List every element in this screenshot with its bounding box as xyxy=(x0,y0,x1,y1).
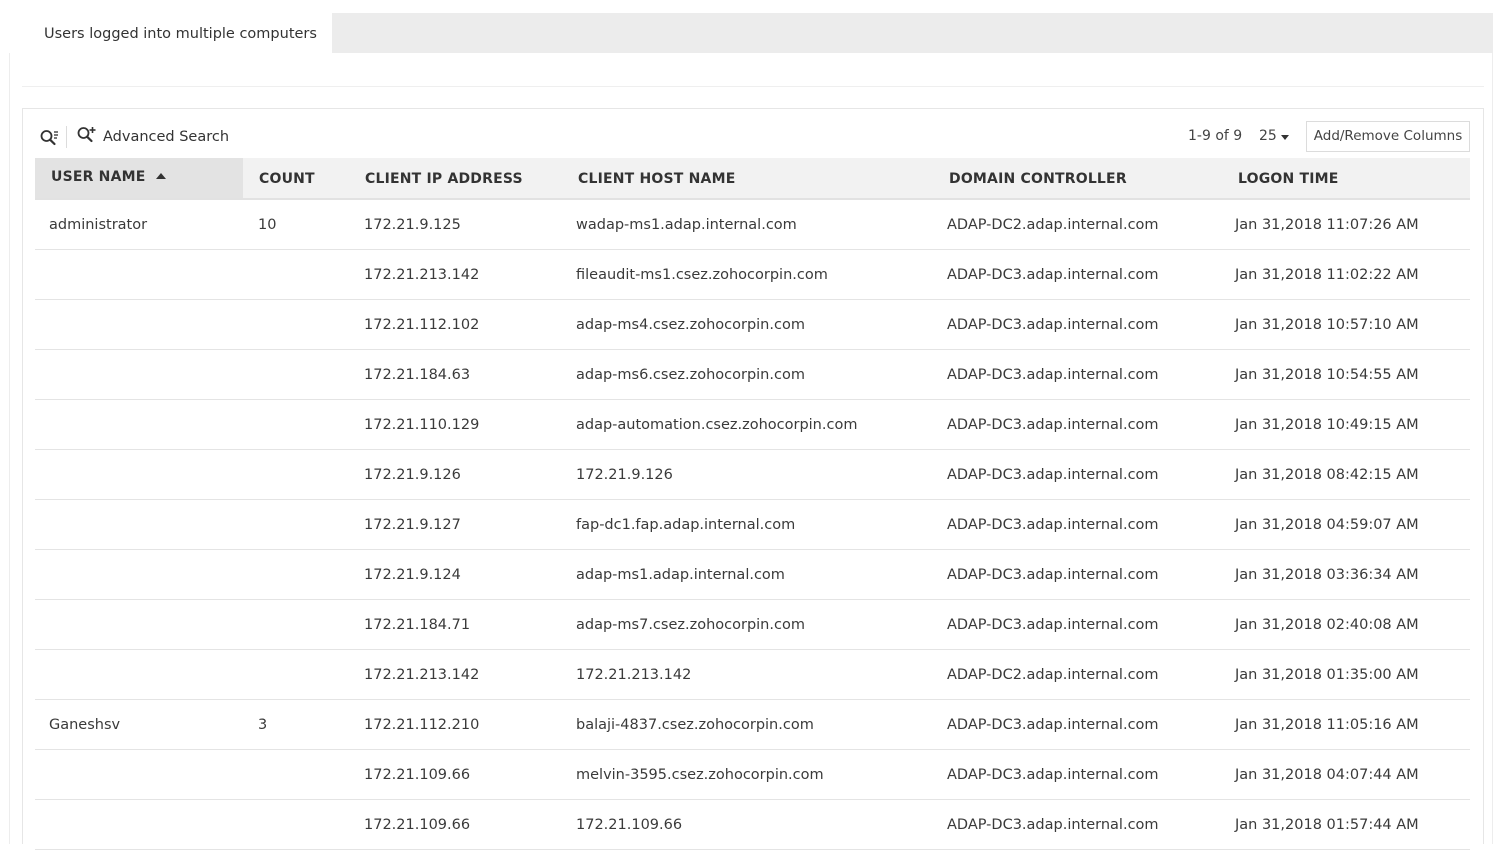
page-size-select[interactable] xyxy=(1259,128,1289,144)
column-header-user-name[interactable] xyxy=(51,158,166,198)
tab-users-multiple-computers[interactable]: Users logged into multiple computers xyxy=(9,13,332,55)
cell-logon-time: Jan 31,2018 11:07:26 AM xyxy=(1235,217,1419,233)
cell-client-ip: 172.21.9.125 xyxy=(364,217,461,233)
cell-count: 10 xyxy=(258,217,277,233)
cell-domain-controller: ADAP-DC3.adap.internal.com xyxy=(947,617,1159,633)
table-row[interactable] xyxy=(35,650,1470,700)
column-header-count[interactable]: COUNT xyxy=(259,171,315,187)
cell-client-ip: 172.21.9.127 xyxy=(364,517,461,533)
column-header-label: USER NAME xyxy=(51,169,146,185)
cell-client-ip: 172.21.9.124 xyxy=(364,567,461,583)
cell-domain-controller: ADAP-DC3.adap.internal.com xyxy=(947,467,1159,483)
cell-logon-time: Jan 31,2018 04:59:07 AM xyxy=(1235,517,1419,533)
column-header-logon-time[interactable]: LOGON TIME xyxy=(1238,171,1339,187)
cell-domain-controller: ADAP-DC3.adap.internal.com xyxy=(947,317,1159,333)
cell-client-ip: 172.21.109.66 xyxy=(364,767,471,783)
cell-client-host: adap-ms4.csez.zohocorpin.com xyxy=(576,317,805,333)
table-header xyxy=(35,158,1470,200)
cell-client-ip: 172.21.112.210 xyxy=(364,717,480,733)
cell-domain-controller: ADAP-DC3.adap.internal.com xyxy=(947,767,1159,783)
cell-domain-controller: ADAP-DC3.adap.internal.com xyxy=(947,417,1159,433)
column-header-client-host[interactable]: CLIENT HOST NAME xyxy=(578,171,736,187)
cell-domain-controller: ADAP-DC2.adap.internal.com xyxy=(947,667,1159,683)
cell-logon-time: Jan 31,2018 03:36:34 AM xyxy=(1235,567,1419,583)
cell-client-host: fileaudit-ms1.csez.zohocorpin.com xyxy=(576,267,828,283)
cell-count: 3 xyxy=(258,717,268,733)
cell-client-ip: 172.21.9.126 xyxy=(364,467,461,483)
sort-ascending-icon xyxy=(156,173,166,179)
table-row[interactable] xyxy=(35,600,1470,650)
cell-logon-time: Jan 31,2018 10:49:15 AM xyxy=(1235,417,1419,433)
table-row[interactable] xyxy=(35,700,1470,750)
table-body xyxy=(35,200,1470,850)
cell-user-name: administrator xyxy=(49,217,148,233)
advanced-search-icon xyxy=(76,125,96,149)
toolbar-separator xyxy=(66,126,67,148)
cell-client-ip: 172.21.110.129 xyxy=(364,417,480,433)
cell-client-ip: 172.21.184.63 xyxy=(364,367,471,383)
cell-domain-controller: ADAP-DC3.adap.internal.com xyxy=(947,817,1159,833)
table-row[interactable] xyxy=(35,200,1470,250)
pagination-info: 1-9 of 9 xyxy=(1188,128,1243,144)
table-row[interactable] xyxy=(35,400,1470,450)
add-remove-columns-button[interactable]: Add/Remove Columns xyxy=(1306,121,1470,152)
frame-right-border xyxy=(1492,53,1493,844)
cell-domain-controller: ADAP-DC3.adap.internal.com xyxy=(947,367,1159,383)
cell-domain-controller: ADAP-DC3.adap.internal.com xyxy=(947,567,1159,583)
cell-logon-time: Jan 31,2018 01:35:00 AM xyxy=(1235,667,1419,683)
cell-domain-controller: ADAP-DC2.adap.internal.com xyxy=(947,217,1159,233)
table-row[interactable] xyxy=(35,550,1470,600)
table-row[interactable] xyxy=(35,500,1470,550)
table-row[interactable] xyxy=(35,350,1470,400)
table-row[interactable] xyxy=(35,450,1470,500)
cell-client-ip: 172.21.112.102 xyxy=(364,317,480,333)
cell-logon-time: Jan 31,2018 01:57:44 AM xyxy=(1235,817,1419,833)
column-header-client-ip[interactable]: CLIENT IP ADDRESS xyxy=(365,171,523,187)
cell-domain-controller: ADAP-DC3.adap.internal.com xyxy=(947,717,1159,733)
cell-client-host: adap-automation.csez.zohocorpin.com xyxy=(576,417,858,433)
search-options-icon[interactable] xyxy=(39,128,59,148)
cell-logon-time: Jan 31,2018 10:57:10 AM xyxy=(1235,317,1419,333)
advanced-search-button[interactable] xyxy=(76,126,229,148)
table-row[interactable] xyxy=(35,300,1470,350)
cell-client-host: wadap-ms1.adap.internal.com xyxy=(576,217,797,233)
cell-client-ip: 172.21.213.142 xyxy=(364,667,480,683)
cell-domain-controller: ADAP-DC3.adap.internal.com xyxy=(947,517,1159,533)
divider xyxy=(22,86,1484,87)
cell-client-host: melvin-3595.csez.zohocorpin.com xyxy=(576,767,824,783)
cell-logon-time: Jan 31,2018 10:54:55 AM xyxy=(1235,367,1419,383)
cell-logon-time: Jan 31,2018 11:02:22 AM xyxy=(1235,267,1419,283)
cell-client-host: fap-dc1.fap.adap.internal.com xyxy=(576,517,796,533)
caret-down-icon xyxy=(1281,135,1289,140)
table-row[interactable] xyxy=(35,750,1470,800)
cell-client-ip: 172.21.184.71 xyxy=(364,617,471,633)
cell-logon-time: Jan 31,2018 08:42:15 AM xyxy=(1235,467,1419,483)
cell-client-host: 172.21.109.66 xyxy=(576,817,683,833)
page-size-value: 25 xyxy=(1259,128,1277,144)
advanced-search-label: Advanced Search xyxy=(103,129,230,145)
cell-logon-time: Jan 31,2018 02:40:08 AM xyxy=(1235,617,1419,633)
cell-domain-controller: ADAP-DC3.adap.internal.com xyxy=(947,267,1159,283)
table-row[interactable] xyxy=(35,800,1470,850)
table-row[interactable] xyxy=(35,250,1470,300)
column-header-domain-controller[interactable]: DOMAIN CONTROLLER xyxy=(949,171,1127,187)
cell-client-host: adap-ms1.adap.internal.com xyxy=(576,567,785,583)
frame-left-border xyxy=(9,53,10,844)
cell-client-ip: 172.21.109.66 xyxy=(364,817,471,833)
cell-logon-time: Jan 31,2018 04:07:44 AM xyxy=(1235,767,1419,783)
cell-client-host: 172.21.9.126 xyxy=(576,467,673,483)
cell-client-host: adap-ms6.csez.zohocorpin.com xyxy=(576,367,805,383)
cell-client-host: adap-ms7.csez.zohocorpin.com xyxy=(576,617,805,633)
cell-client-ip: 172.21.213.142 xyxy=(364,267,480,283)
cell-client-host: 172.21.213.142 xyxy=(576,667,692,683)
cell-client-host: balaji-4837.csez.zohocorpin.com xyxy=(576,717,814,733)
cell-user-name: Ganeshsv xyxy=(49,717,121,733)
cell-logon-time: Jan 31,2018 11:05:16 AM xyxy=(1235,717,1419,733)
